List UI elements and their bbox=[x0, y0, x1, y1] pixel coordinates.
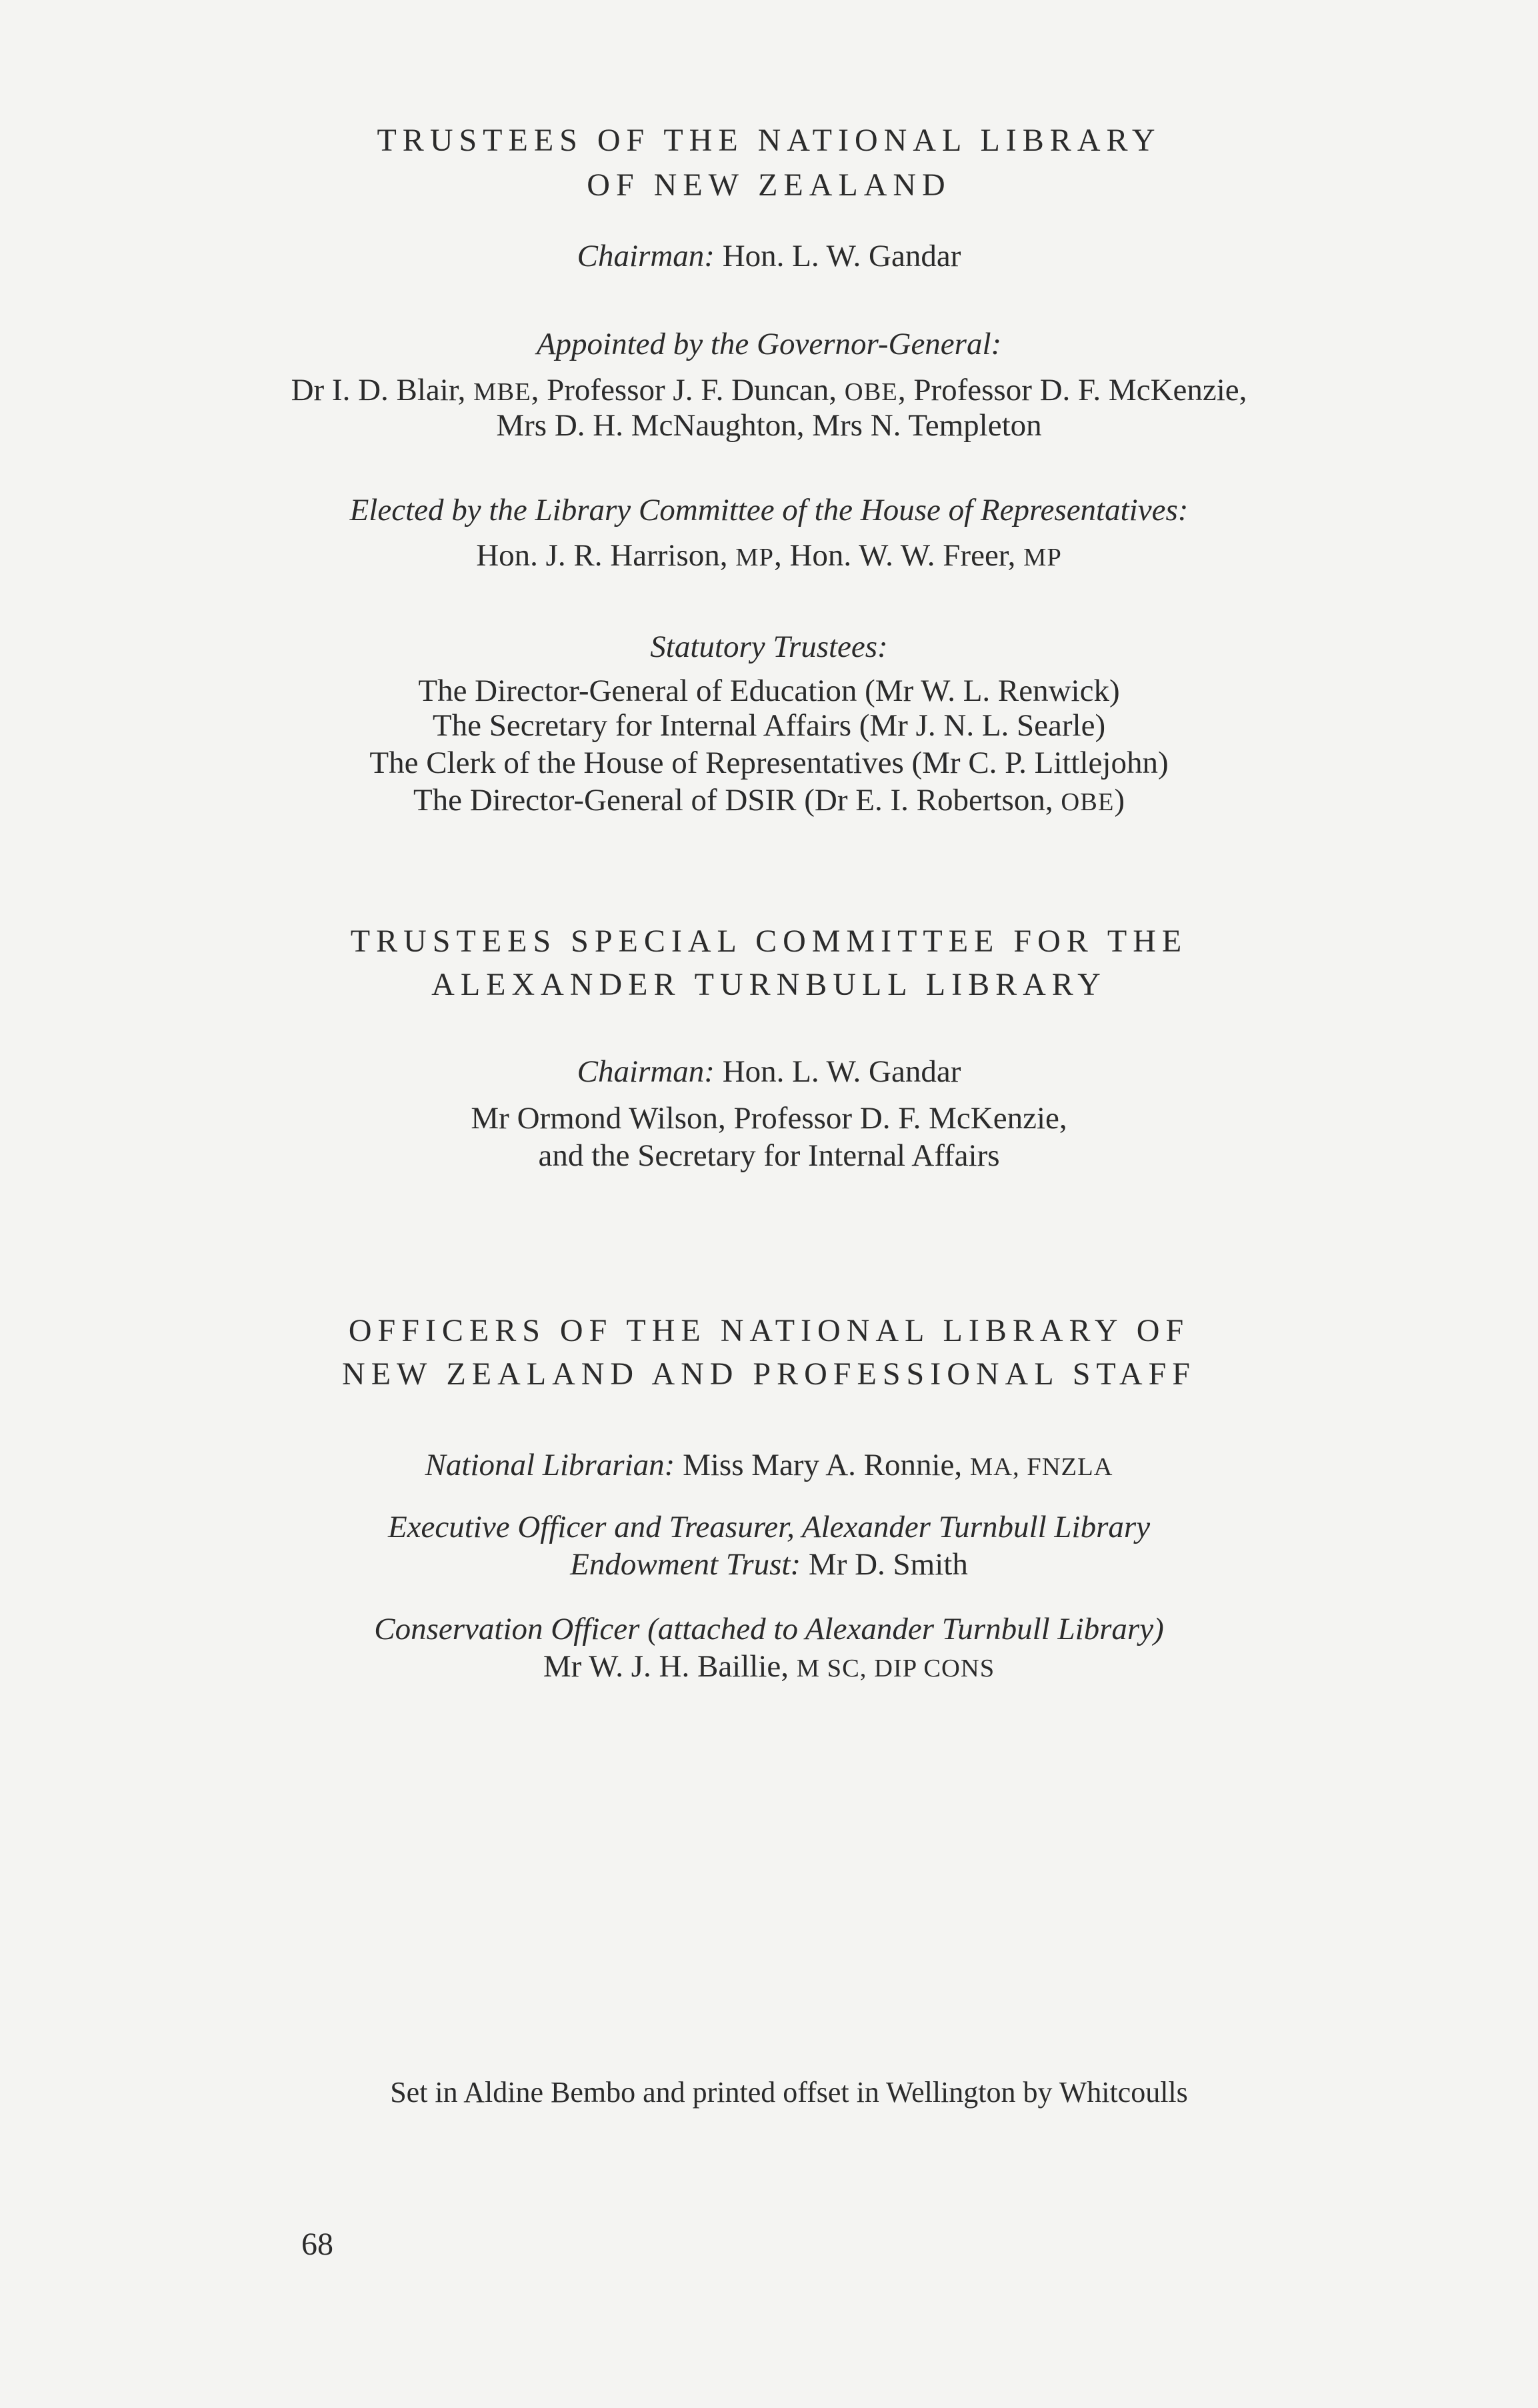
statutory-label: Statutory Trustees: bbox=[650, 630, 888, 664]
section1-heading-line2: OF NEW ZEALAND bbox=[587, 167, 951, 203]
section1-heading-line1: TRUSTEES OF THE NATIONAL LIBRARY bbox=[377, 123, 1161, 158]
elected-honour-2: MP bbox=[1023, 543, 1062, 571]
elected-label: Elected by the Library Committee of the House of Representatives: bbox=[349, 493, 1189, 527]
statutory-trustee-1: The Director-General of Education (Mr W. L. Renwick) bbox=[418, 674, 1120, 708]
section1-chairman-name: Hon. L. W. Gandar bbox=[722, 239, 961, 273]
committee-members-line1: Mr Ormond Wilson, Professor D. F. McKenzie, bbox=[471, 1101, 1067, 1136]
conservation-officer-line bbox=[0, 1646, 1538, 1688]
conservation-officer-qualifications: M SC, DIP CONS bbox=[796, 1654, 995, 1682]
page-number: 68 bbox=[301, 2227, 333, 2262]
appointed-name-3: , Professor D. F. McKenzie, bbox=[897, 373, 1247, 407]
appointed-honour-1: MBE bbox=[473, 378, 531, 406]
colophon: Set in Aldine Bembo and printed offset in Wellington by Whitcoulls bbox=[390, 2076, 1188, 2109]
statutory-trustee-4 bbox=[0, 780, 1538, 822]
statutory-trustee-4-close: ) bbox=[1114, 783, 1125, 818]
executive-officer-line2 bbox=[0, 1544, 1538, 1584]
section1-chairman-line bbox=[0, 236, 1538, 276]
executive-officer-name: Mr D. Smith bbox=[808, 1547, 968, 1582]
section3-heading-line1: OFFICERS OF THE NATIONAL LIBRARY OF bbox=[348, 1313, 1190, 1348]
section1-chairman-label: Chairman: bbox=[577, 239, 715, 273]
statutory-trustee-4-name: The Director-General of DSIR (Dr E. I. Robertson, bbox=[413, 783, 1061, 818]
executive-officer-label-line1: Executive Officer and Treasurer, Alexander Turnbull Library bbox=[387, 1510, 1151, 1544]
statutory-trustee-2: The Secretary for Internal Affairs (Mr J. N. L. Searle) bbox=[432, 708, 1106, 743]
appointed-line2: Mrs D. H. McNaughton, Mrs N. Templeton bbox=[496, 408, 1042, 443]
section2-heading-line2: ALEXANDER TURNBULL LIBRARY bbox=[431, 967, 1107, 1002]
appointed-label: Appointed by the Governor-General: bbox=[536, 327, 1002, 361]
section3-heading-line2: NEW ZEALAND AND PROFESSIONAL STAFF bbox=[342, 1356, 1196, 1392]
elected-name-2: , Hon. W. W. Freer, bbox=[773, 538, 1024, 573]
national-librarian-label: National Librarian: bbox=[425, 1448, 675, 1482]
elected-honour-1: MP bbox=[735, 543, 774, 571]
appointed-name-1: Dr I. D. Blair, bbox=[291, 373, 474, 407]
section2-chairman-label: Chairman: bbox=[577, 1054, 715, 1089]
section2-heading-line1: TRUSTEES SPECIAL COMMITTEE FOR THE bbox=[350, 924, 1188, 959]
section2-chairman-name: Hon. L. W. Gandar bbox=[722, 1054, 961, 1089]
conservation-officer-label: Conservation Officer (attached to Alexander Turnbull Library) bbox=[374, 1612, 1164, 1646]
elected-name-1: Hon. J. R. Harrison, bbox=[476, 538, 736, 573]
national-librarian-line bbox=[0, 1445, 1538, 1487]
statutory-trustee-4-honour: OBE bbox=[1061, 788, 1115, 816]
statutory-trustee-3: The Clerk of the House of Representatives (Mr C. P. Littlejohn) bbox=[369, 746, 1169, 780]
appointed-name-2: , Professor J. F. Duncan, bbox=[531, 373, 845, 407]
national-librarian-qualifications: MA, FNZLA bbox=[969, 1453, 1113, 1481]
conservation-officer-name: Mr W. J. H. Baillie, bbox=[543, 1649, 797, 1684]
section2-chairman-line bbox=[0, 1052, 1538, 1092]
appointed-honour-2: OBE bbox=[844, 378, 898, 406]
executive-officer-label-line2: Endowment Trust: bbox=[570, 1547, 801, 1582]
elected-line bbox=[0, 535, 1538, 577]
committee-members-line2: and the Secretary for Internal Affairs bbox=[538, 1138, 1000, 1173]
national-librarian-name: Miss Mary A. Ronnie, bbox=[683, 1448, 970, 1482]
